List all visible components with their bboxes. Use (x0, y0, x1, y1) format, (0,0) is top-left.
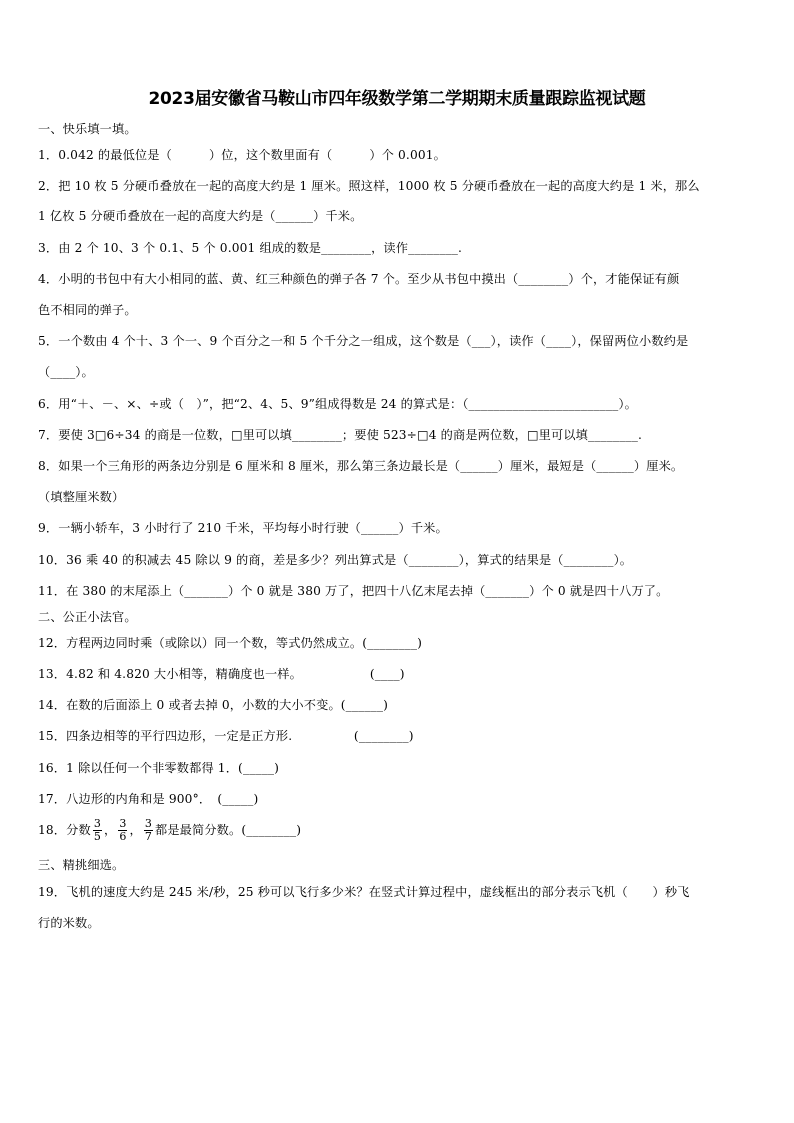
question-18-suffix: 都是最简分数。(________) (154, 823, 302, 837)
fraction-3-5 (93, 818, 102, 843)
separator: ， (103, 823, 117, 837)
question-14: 14．在数的后面添上 0 或者去掉 0，小数的大小不变。(______) (38, 698, 389, 712)
section-heading: 二、公正小法官。 (38, 610, 137, 624)
section-heading: 三、精挑细选。 (38, 858, 125, 872)
question-7: 7．要使 3□6÷34 的商是一位数，□里可以填________；要使 523÷□4 的商是两位数，□里可以填________. (38, 428, 642, 442)
fraction-numerator: 3 (119, 817, 127, 830)
question-15: 15．四条边相等的平行四边形，一定是正方形. (________) (38, 729, 414, 743)
question-5-line-2: （____）。 (38, 365, 94, 379)
question-11: 11．在 380 的末尾添上（_______）个 0 就是 380 万了，把四十八亿末尾去掉（_______）个 0 就是四十八万了。 (38, 584, 669, 598)
fraction-denominator: 5 (93, 830, 101, 843)
page-title: 2023届安徽省马鞍山市四年级数学第二学期期末质量跟踪监视试题 (148, 89, 646, 109)
question-2-line-2: 1 亿枚 5 分硬币叠放在一起的高度大约是（______）千米。 (38, 209, 363, 223)
question-6: 6．用“＋、－、×、÷或（ ）”，把“2、4、5、9”组成得数是 24 的算式是：（________________________）。 (38, 397, 637, 411)
fraction-numerator: 3 (93, 817, 101, 830)
question-8-line-2: （填整厘米数） (38, 490, 125, 504)
question-5-line-1: 5．一个数由 4 个十、3 个一、9 个百分之一和 5 个千分之一组成，这个数是（___），读作（____），保留两位小数约是 (38, 334, 689, 348)
question-18-prefix: 18．分数 (38, 823, 91, 837)
question-18 (38, 815, 758, 845)
fraction-3-7 (144, 818, 153, 843)
fraction-denominator: 6 (119, 830, 127, 843)
fraction-denominator: 7 (144, 830, 152, 843)
question-17: 17．八边形的内角和是 900°． (_____) (38, 792, 259, 806)
question-3: 3．由 2 个 10、3 个 0.1、5 个 0.001 组成的数是________，读作________. (38, 241, 463, 255)
question-9: 9．一辆小轿车，3 小时行了 210 千米，平均每小时行驶（______）千米。 (38, 521, 448, 535)
question-4-line-2: 色不相同的弹子。 (38, 303, 137, 317)
question-12: 12．方程两边同时乘（或除以）同一个数，等式仍然成立。(________) (38, 636, 423, 650)
question-1: 1．0.042 的最低位是（ ）位，这个数里面有（ ）个 0.001。 (38, 148, 447, 162)
fraction-3-6 (118, 818, 127, 843)
question-10: 10．36 乘 40 的积减去 45 除以 9 的商，差是多少？列出算式是（________），算式的结果是（________）。 (38, 553, 633, 567)
question-2-line-1: 2．把 10 枚 5 分硬币叠放在一起的高度大约是 1 厘米。照这样，1000 枚 5 分硬币叠放在一起的高度大约是 1 米，那么 (38, 179, 700, 193)
question-13: 13．4.82 和 4.820 大小相等，精确度也一样。 (____) (38, 667, 405, 681)
separator: ， (129, 823, 142, 837)
question-8-line-1: 8．如果一个三角形的两条边分别是 6 厘米和 8 厘米，那么第三条边最长是（______）厘米，最短是（______）厘米。 (38, 459, 684, 473)
question-19-line-2: 行的米数。 (38, 916, 100, 930)
question-16: 16．1 除以任何一个非零数都得 1．(_____) (38, 761, 280, 775)
question-4-line-1: 4．小明的书包中有大小相同的蓝、黄、红三种颜色的弹子各 7 个。至少从书包中摸出（________）个，才能保证有颜 (38, 272, 680, 286)
question-19-line-1: 19．飞机的速度大约是 245 米/秒，25 秒可以飞行多少米？在竖式计算过程中，虚线框出的部分表示飞机（ ）秒飞 (38, 885, 690, 899)
section-heading: 一、快乐填一填。 (38, 122, 137, 136)
fraction-numerator: 3 (144, 817, 152, 830)
